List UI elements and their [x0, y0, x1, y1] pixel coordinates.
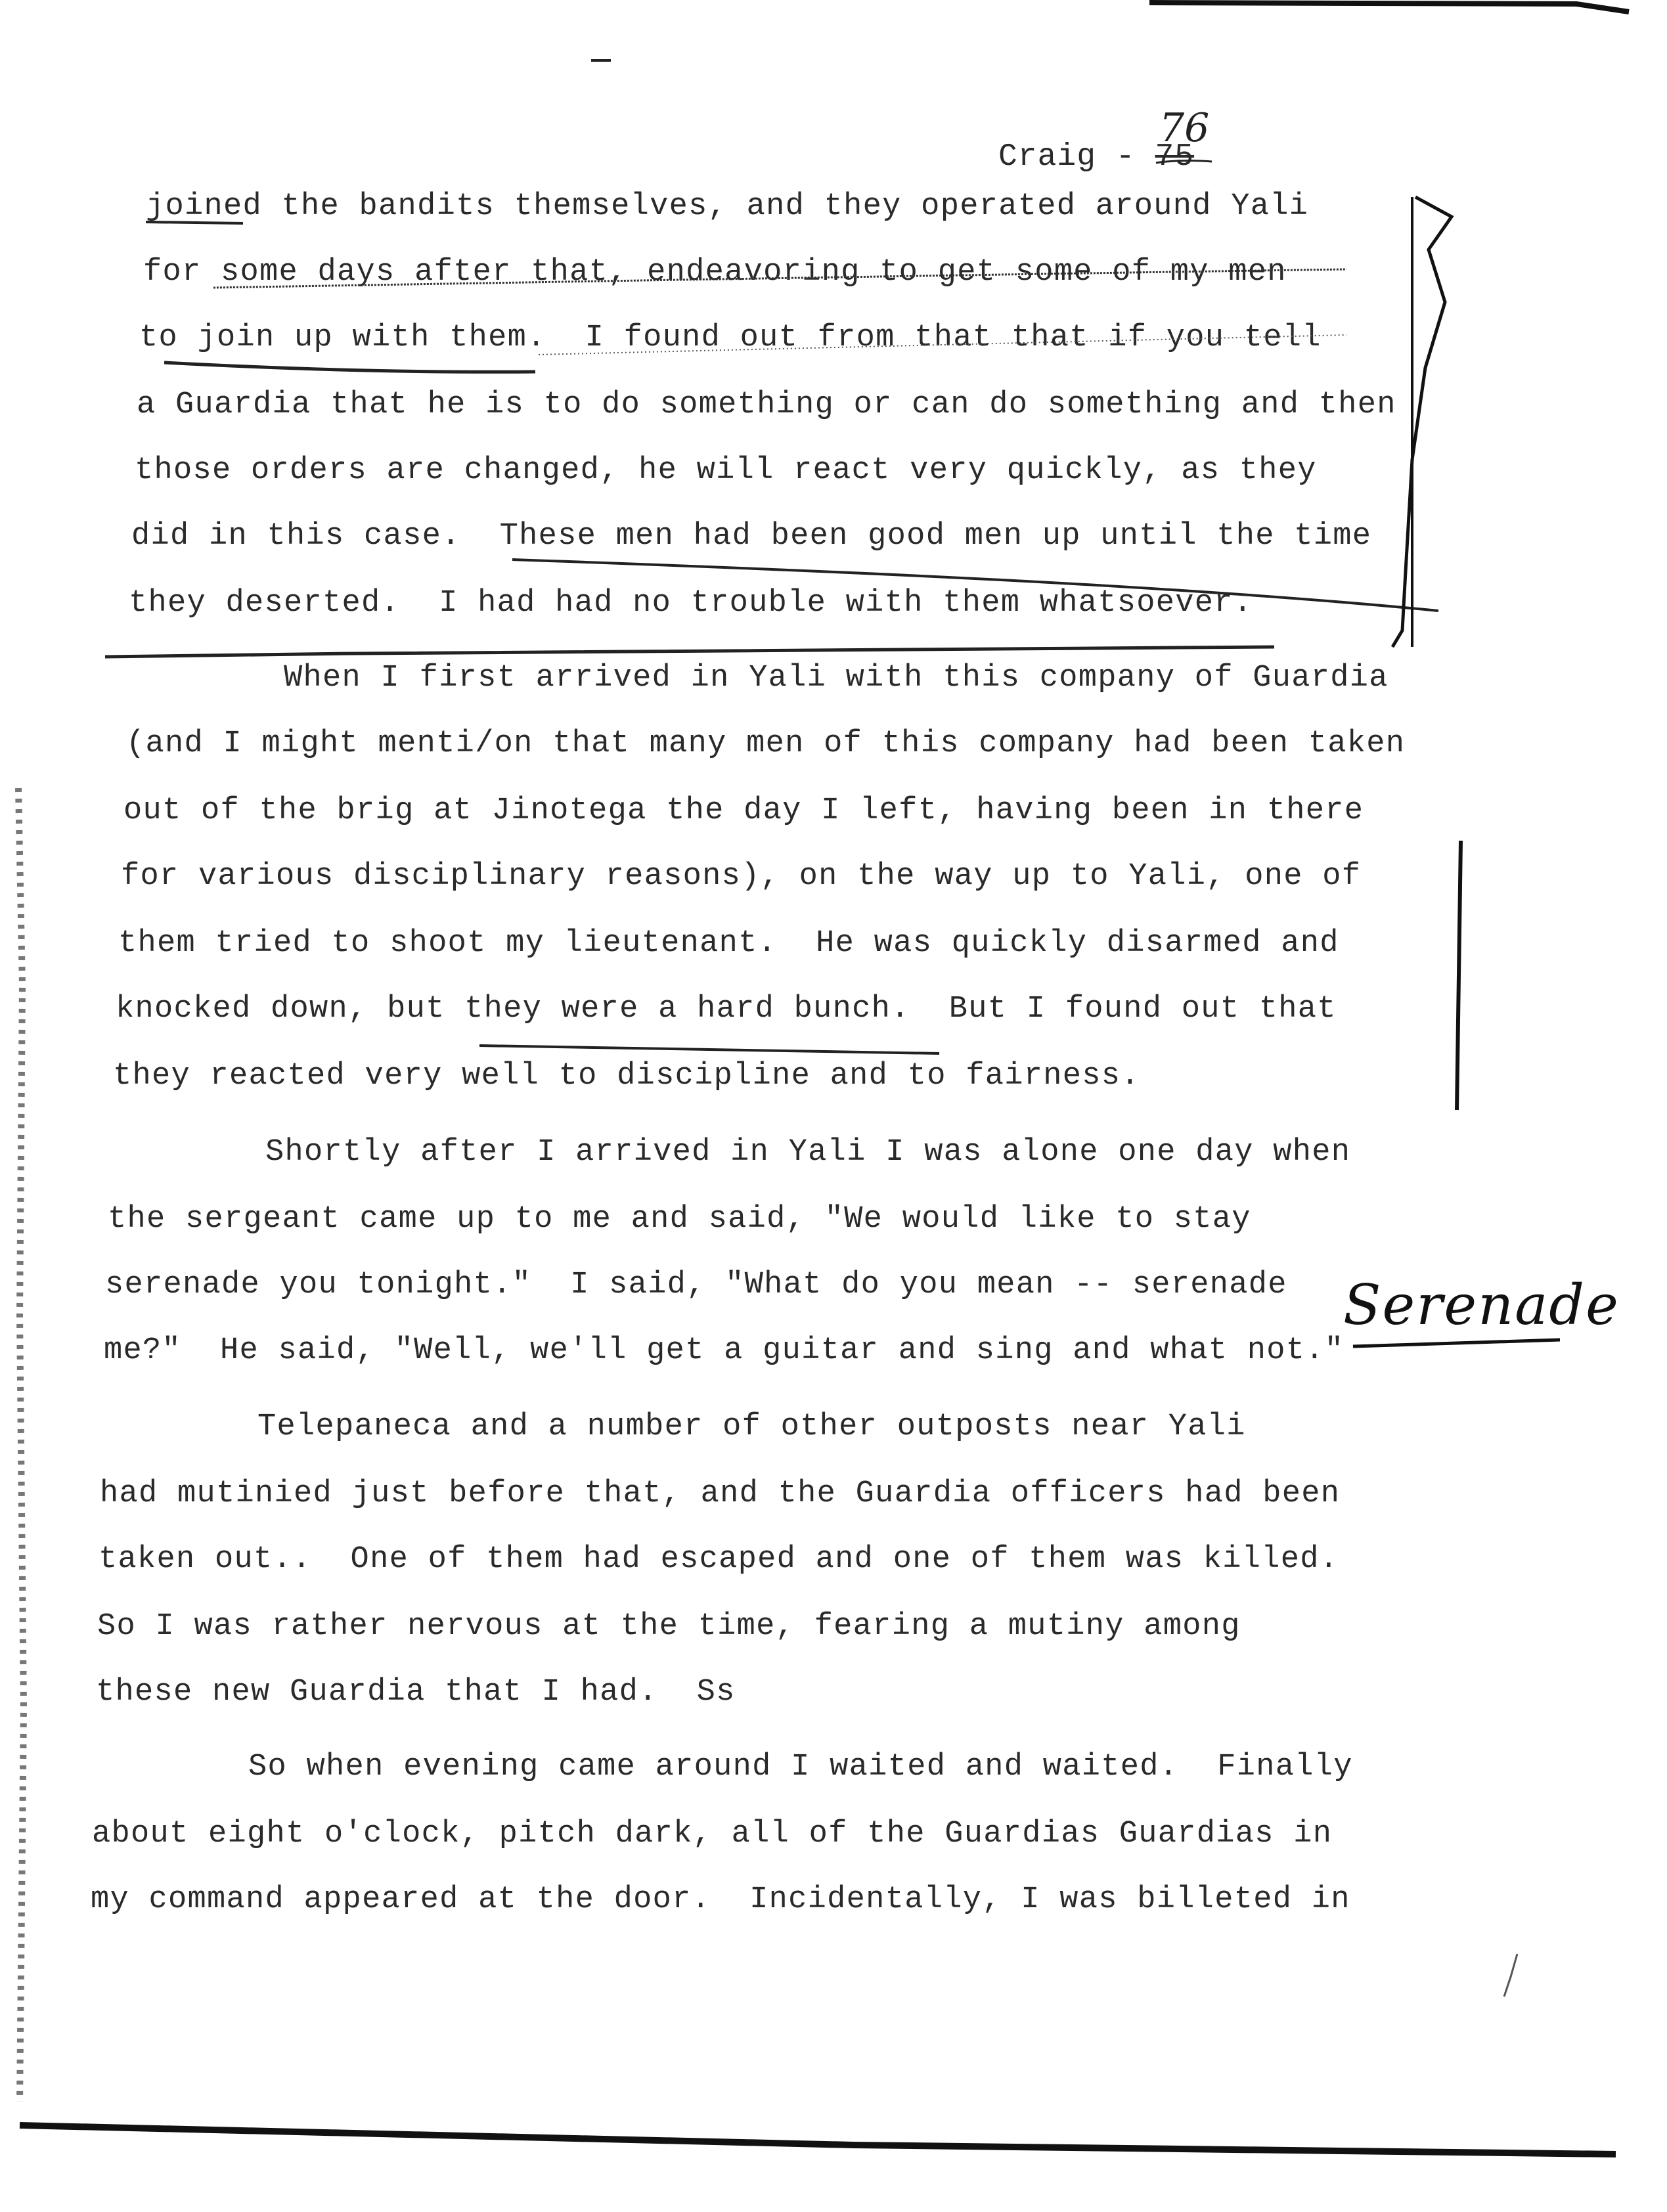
margin-bar-middle: [1457, 841, 1461, 1110]
text-line-15: Shortly after I arrived in Yali I was alone one day when: [110, 1135, 1351, 1170]
text-line-12: them tried to shoot my lieutenant. He was quickly disarmed and: [118, 926, 1339, 961]
text-line-16: the sergeant came up to me and said, "We would like to stay: [108, 1202, 1251, 1237]
scan-bottom-smudge: [20, 2125, 1616, 2154]
text-line-8: When I first arrived in Yali with this company of Guardia: [129, 661, 1389, 696]
header-strike-mark: [1156, 161, 1212, 163]
text-line-9: (and I might menti/on that many men of this company had been taken: [126, 726, 1406, 761]
text-line-25: about eight o'clock, pitch dark, all of the Guardias Guardias in: [92, 1817, 1333, 1851]
text-line-7: they deserted. I had had no trouble with them whatsoever.: [129, 586, 1253, 621]
underline-some-days: [213, 269, 1346, 288]
text-line-22: So I was rather nervous at the time, fearing a mutiny among: [97, 1609, 1241, 1644]
handwritten-page-number: 76: [1159, 105, 1210, 151]
margin-bracket-top: [1392, 197, 1452, 647]
text-line-19: Telepaneca and a number of other outposts near Yali: [102, 1409, 1246, 1444]
text-line-26: my command appeared at the door. Incidentally, I was billeted in: [91, 1882, 1350, 1917]
underline-these-men: [512, 560, 1438, 611]
handwritten-margin-note: Serenade: [1343, 1273, 1620, 1337]
text-line-11: for various disciplinary reasons), on the way up to Yali, one of: [121, 859, 1362, 894]
text-line-10: out of the brig at Jinotega the day I left, having been in there: [123, 793, 1364, 828]
text-line-14: they reacted very well to discipline and to fairness.: [113, 1059, 1140, 1094]
text-line-6: did in this case. These men had been good men up until the time: [131, 519, 1372, 554]
text-line-4: a Guardia that he is to do something or can do something and then: [137, 387, 1396, 422]
text-line-20: had mutinied just before that, and the Guardia officers had been: [100, 1476, 1341, 1511]
underline-deserted: [105, 647, 1274, 657]
underline-hard-bunch: [479, 1046, 939, 1053]
underline-serenade: [1353, 1340, 1560, 1346]
underline-joined: [146, 222, 243, 223]
bottom-right-mark: [1504, 1954, 1517, 1997]
text-line-1: joined the bandits themselves, and they operated around Yali: [146, 189, 1309, 224]
header-old-page-number: 75: [1155, 139, 1195, 175]
text-line-5: those orders are changed, he will react very quickly, as they: [135, 453, 1317, 488]
text-line-18: me?" He said, "Well, we'll get a guitar and sing and what not.": [104, 1333, 1345, 1368]
scan-left-noise: [18, 788, 24, 2102]
text-line-21: taken out.. One of them had escaped and one of them was killed.: [99, 1542, 1339, 1577]
text-line-17: serenade you tonight." I said, "What do you mean -- serenade: [105, 1268, 1287, 1302]
scan-top-smudge: [1149, 3, 1629, 12]
text-line-3: to join up with them. I found out from that that if you tell: [139, 321, 1322, 355]
text-line-24: So when evening came around I waited and waited. Finally: [93, 1750, 1353, 1784]
header-author: Craig -: [998, 139, 1136, 175]
underline-join-up: [164, 363, 535, 372]
text-line-13: knocked down, but they were a hard bunch. But I found out that: [116, 992, 1337, 1027]
text-line-23: these new Guardia that I had. Ss: [96, 1675, 736, 1710]
text-line-2: for some days after that, endeavoring to get some of my men: [143, 255, 1287, 290]
dotted-rule: [539, 335, 1346, 355]
